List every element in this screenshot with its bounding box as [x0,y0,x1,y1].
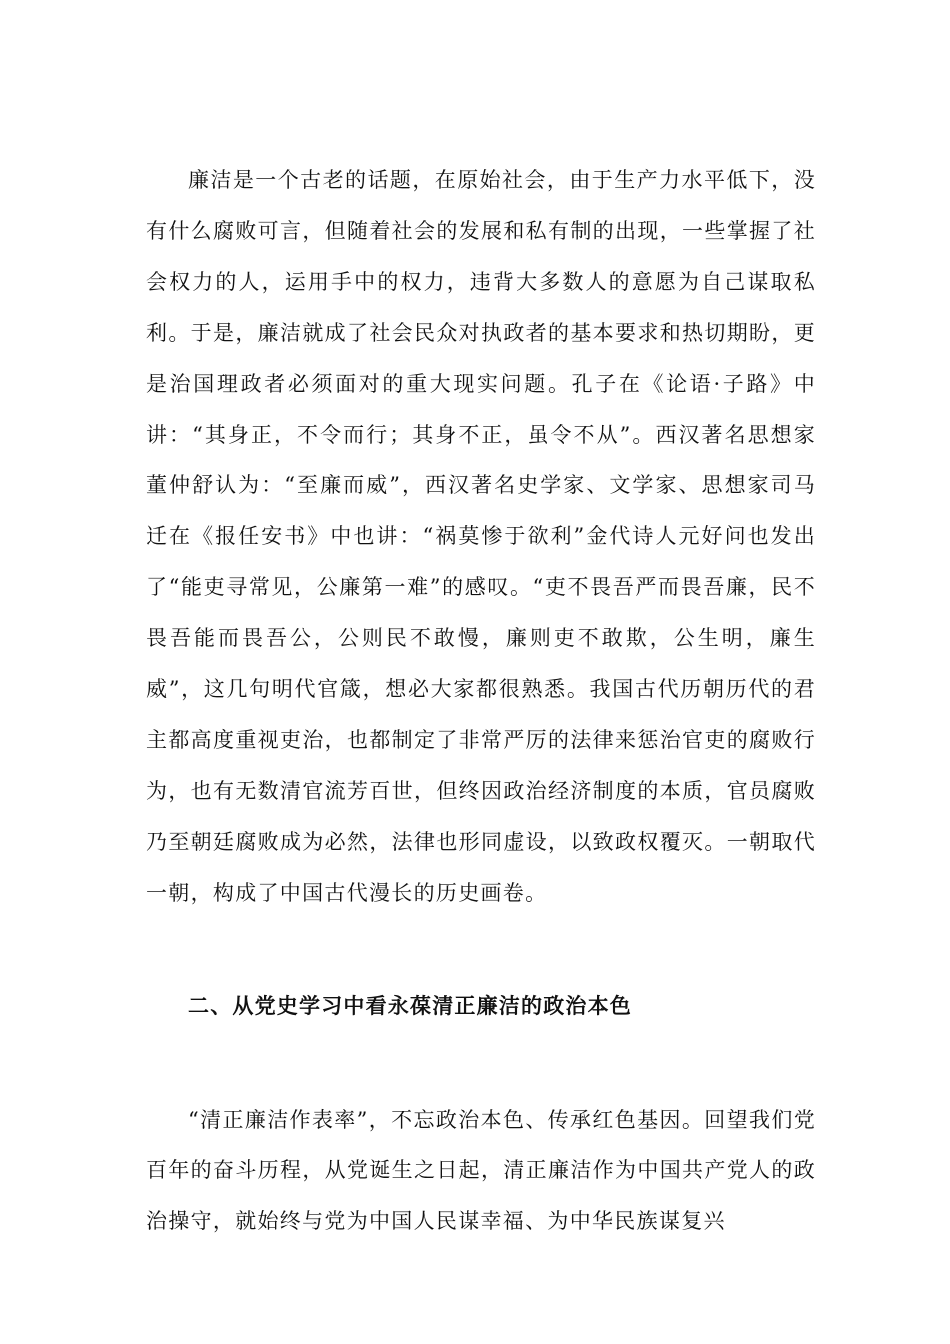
body-paragraph-2: “清正廉洁作表率”，不忘政治本色、传承红色基因。回望我们党百年的奋斗历程，从党诞生之日起，清正廉洁作为中国共产党人的政治操守，就始终与党为中国人民谋幸福、为中华民族谋复兴 [146,1107,816,1234]
section-heading: 二、从党史学习中看永葆清正廉洁的政治本色 [188,992,632,1018]
paragraph-spacer [146,1032,816,1095]
paragraph-spacer [146,919,816,981]
document-body [146,155,816,1247]
body-paragraph-1: 廉洁是一个古老的话题，在原始社会，由于生产力水平低下，没有什么腐败可言，但随着社会的发展和私有制的出现，一些掌握了社会权力的人，运用手中的权力，违背大多数人的意愿为自己谋取私利。于是，廉洁就成了社会民众对执政者的基本要求和热切期盼，更是治国理政者必须面对的重大现实问题。孔子在《论语·子路》中讲：“其身正，不令而行；其身不正，虽令不从”。西汉著名思想家董仲舒认为：“至廉而威”，西汉著名史学家、文学家、思想家司马迁在《报任安书》中也讲：“祸莫惨于欲利”金代诗人元好问也发出了“能吏寻常见，公廉第一难”的感叹。“吏不畏吾严而畏吾廉，民不畏吾能而畏吾公，公则民不敢慢，廉则吏不敢欺，公生明，廉生威”，这几句明代官箴，想必大家都很熟悉。我国古代历朝历代的君主都高度重视吏治，也都制定了非常严厉的法律来惩治官吏的腐败行为，也有无数清官流芳百世，但终因政治经济制度的本质，官员腐败乃至朝廷腐败成为必然，法律也形同虚设，以致政权覆灭。一朝取代一朝，构成了中国古代漫长的历史画卷。 [146,168,816,905]
